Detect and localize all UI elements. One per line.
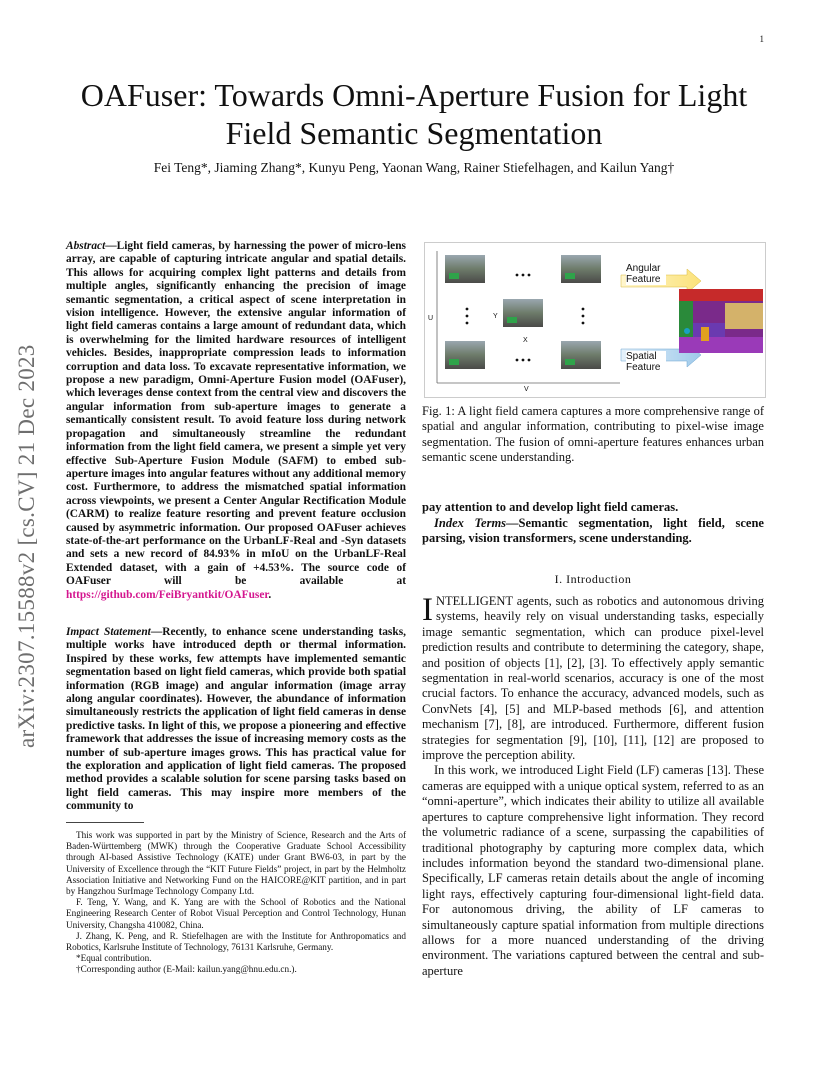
footnotes xyxy=(66,830,406,976)
arxiv-stamp: arXiv:2307.15588v2 [cs.CV] 21 Dec 2023 xyxy=(14,344,39,748)
abstract-text: —Light field cameras, by harnessing the power of micro-lens array, are capable of capturing intricate angular and spatial details. This allows for acquiring complex light patterns and details from multiple angles, significantly enhancing the precision of image semantic segmentation, a critical aspect of scene interpretation in vision intelligence. However, the extensive angular information of light field cameras contains a large amount of redundant data, which is overwhelming for the limited hardware resources of intelligent vehicles. Besides, inappropriate compression leads to information corruption and data loss. To excavate representative information, we propose a new paradigm, Omni-Aperture Fusion model (OAFuser), which leverages dense context from the central view and discovers the angular information from sub-aperture images to generate a semantically consistent result. To avoid feature loss during network propagation and simultaneously streamline the redundant information from the light field camera, we present a simple yet very effective Sub-Aperture Fusion Module (SAFM) to embed sub-aperture images into angular features without any additional memory cost. Furthermore, to address the mismatched spatial information across viewpoints, we present a Center Angular Rectification Module (CARM) to realize feature resorting and prevent feature occlusion caused by asymmetric information. Our proposed OAFuser achieves state-of-the-art performance on the UrbanLF-Real and -Syn datasets and sets a new record of 84.93% in mIoU on the UrbanLF-Real Extended dataset, with a gain of +4.53%. The source code of OAFuser will be available at xyxy=(66,240,406,588)
figure-labels xyxy=(425,243,765,397)
code-link[interactable]: https://github.com/FeiBryantkit/OAFuser xyxy=(66,588,269,601)
angular-feature-label: Angular Feature xyxy=(626,263,666,285)
footnote-equal: *Equal contribution. xyxy=(76,953,152,964)
section-heading-introduction: I. Introduction xyxy=(554,572,632,586)
axis-y-label: Y xyxy=(493,313,498,320)
impact-label: Impact Statement xyxy=(66,626,151,638)
paper-title: OAFuser: Towards Omni-Aperture Fusion for Light Field Semantic Segmentation xyxy=(80,77,748,151)
impact-statement xyxy=(66,626,406,814)
footnote-affiliation-1: F. Teng, Y. Wang, and K. Yang are with the School of Robotics and the National Engineering Research Center of Robot Visual Perception and Control Technology, Hunan University, Changsha 410082, China. xyxy=(66,897,406,930)
index-terms-text: —Semantic segmentation, light field, scene parsing, vision transformers, scene understanding. xyxy=(422,516,764,546)
drop-cap: I xyxy=(422,592,433,628)
page-number: 1 xyxy=(759,34,764,44)
footnote-affiliation-2: J. Zhang, K. Peng, and R. Stiefelhagen are with the Institute for Anthropomatics and Robotics, Karlsruhe Institute of Technology, 76131 Karlsruhe, Germany. xyxy=(66,930,406,953)
footnote-corresponding: †Corresponding author (E-Mail: kailun.yang@hnu.edu.cn.). xyxy=(76,964,297,975)
axis-u-label: U xyxy=(428,315,434,322)
intro-paragraph-1: NTELLIGENT agents, such as robotics and autonomous driving systems, heavily rely on visual understanding tasks, especially image semantic segmentation, which can produce pixel-level prediction results and contribute to determining the category, shape, and position of objects [1], [2], [3]. To effectively apply semantic segmentation in real-world scenarios, accuracy is one of the most crucial factors. To enhance the accuracy, advanced models, such as ConvNets [4], [5] and MLP-based methods [6], and attention mechanism [7], [8], are introduced. Furthermore, different fusion strategies for segmentation [9], [10], [11], [12] are proposed to improve the perception ability. xyxy=(422,594,764,763)
abstract-label: Abstract xyxy=(66,240,106,252)
figure-1-caption: Fig. 1: A light field camera captures a more comprehensive range of spatial and angular information, contributing to pixel-wise image segmentation. The fusion of omni-aperture features enhances urban semantic scene understanding. xyxy=(422,404,764,465)
footnote-funding: This work was supported in part by the Ministry of Science, Research and the Arts of Baden-Württemberg (MWK) through the Cooperative Graduate School Accessibility through AI-based Assistive Technology (KATE) under Grant BW6-03, in part by the University of Excellence through the “KIT Future Fields” project, in part by the Helmholtz Association Initiative and Networking Fund on the HAICORE@KIT partition, and in part by Hangzhou SurImage Technology Company Ltd. xyxy=(66,830,406,897)
intro-paragraph-2: In this work, we introduced Light Field (LF) cameras [13]. These cameras are equipped with a unique optical system, referred to as an “omni-aperture”, which indicates their ability to utilize all available apertures to capture comprehensive light information. They record the volumetric radiance of a scene, surpassing the capabilities of traditional photography by capturing more complex data, which includes information beyond the standard two-dimensional plane. Specifically, LF cameras retain details about the angle of incoming light rays, effectively capturing four-dimensional light-field data. For autonomous driving, the ability of LF cameras to simultaneously capture spatial information from multiple directions allows for a more nuanced understanding of the driving environment. The variations captured between the central and sub-aperture xyxy=(422,763,764,978)
footnote-rule xyxy=(66,822,144,823)
abstract: Abstract—Light field cameras, by harnessing the power of micro-lens array, are capable of capturing intricate angular and spatial details. This allows for acquiring complex light patterns and details from multiple angles, significantly enhancing the precision of image semantic segmentation, a critical aspect of scene interpretation in vision intelligence. However, the extensive angular information of light field cameras contains a large amount of redundant data, which is overwhelming for the limited hardware resources of intelligent vehicles. Besides, inappropriate compression leads to information corruption and data loss. To excavate representative information, we propose a new paradigm, Omni-Aperture Fusion model (OAFuser), which leverages dense context from the central view and discovers the angular information from sub-aperture images to generate a semantically consistent result. To avoid feature loss during network propagation and simultaneously streamline the redundant information from the light field camera, we present a simple yet very effective Sub-Aperture Fusion Module (SAFM) to embed sub-aperture images into angular features without any additional memory cost. Furthermore, to address the mismatched spatial information across viewpoints, we present a Center Angular Rectification Module (CARM) to realize feature resorting and prevent feature occlusion caused by asymmetric information. Our proposed OAFuser achieves state-of-the-art performance on the UrbanLF-Real and -Syn datasets and sets a new record of 84.93% in mIoU on the UrbanLF-Real Extended dataset, with a gain of +4.53%. The source code of OAFuser will be available at https://github.com/FeiBryantkit/OAFuser. xyxy=(66,240,406,601)
author-list: Fei Teng*, Jiaming Zhang*, Kunyu Peng, Yaonan Wang, Rainer Stiefelhagen, and Kailun Yang† xyxy=(153,160,675,175)
index-terms-label: Index Terms xyxy=(434,516,507,530)
figure-1 xyxy=(424,242,766,398)
introduction-body xyxy=(422,594,764,979)
index-terms xyxy=(422,516,764,547)
spatial-feature-label: Spatial Feature xyxy=(626,351,666,373)
impact-text: —Recently, to enhance scene understanding tasks, multiple works have introduced depth or thermal information. Inspired by these works, few attempts have implemented semantic segmentation based on light field cameras, which provide both spatial information (RGB image) and angular information (image array along angular coordinates). However, the abundance of information simultaneously restricts the application of light field cameras in dense predictive tasks. In light of this, we propose a pioneering and effective framework that addresses the issue of increasing memory costs as the number of sub-aperture images grows. This has practical value for the exploration and application of light field cameras. The proposed method provides a scalable solution for scene parsing tasks based on light field cameras. This may inspire more members of the community to xyxy=(66,626,406,813)
impact-continued: pay attention to and develop light field cameras. xyxy=(422,500,679,514)
axis-v-label: V xyxy=(524,386,529,393)
axis-x-label: X xyxy=(523,337,528,344)
